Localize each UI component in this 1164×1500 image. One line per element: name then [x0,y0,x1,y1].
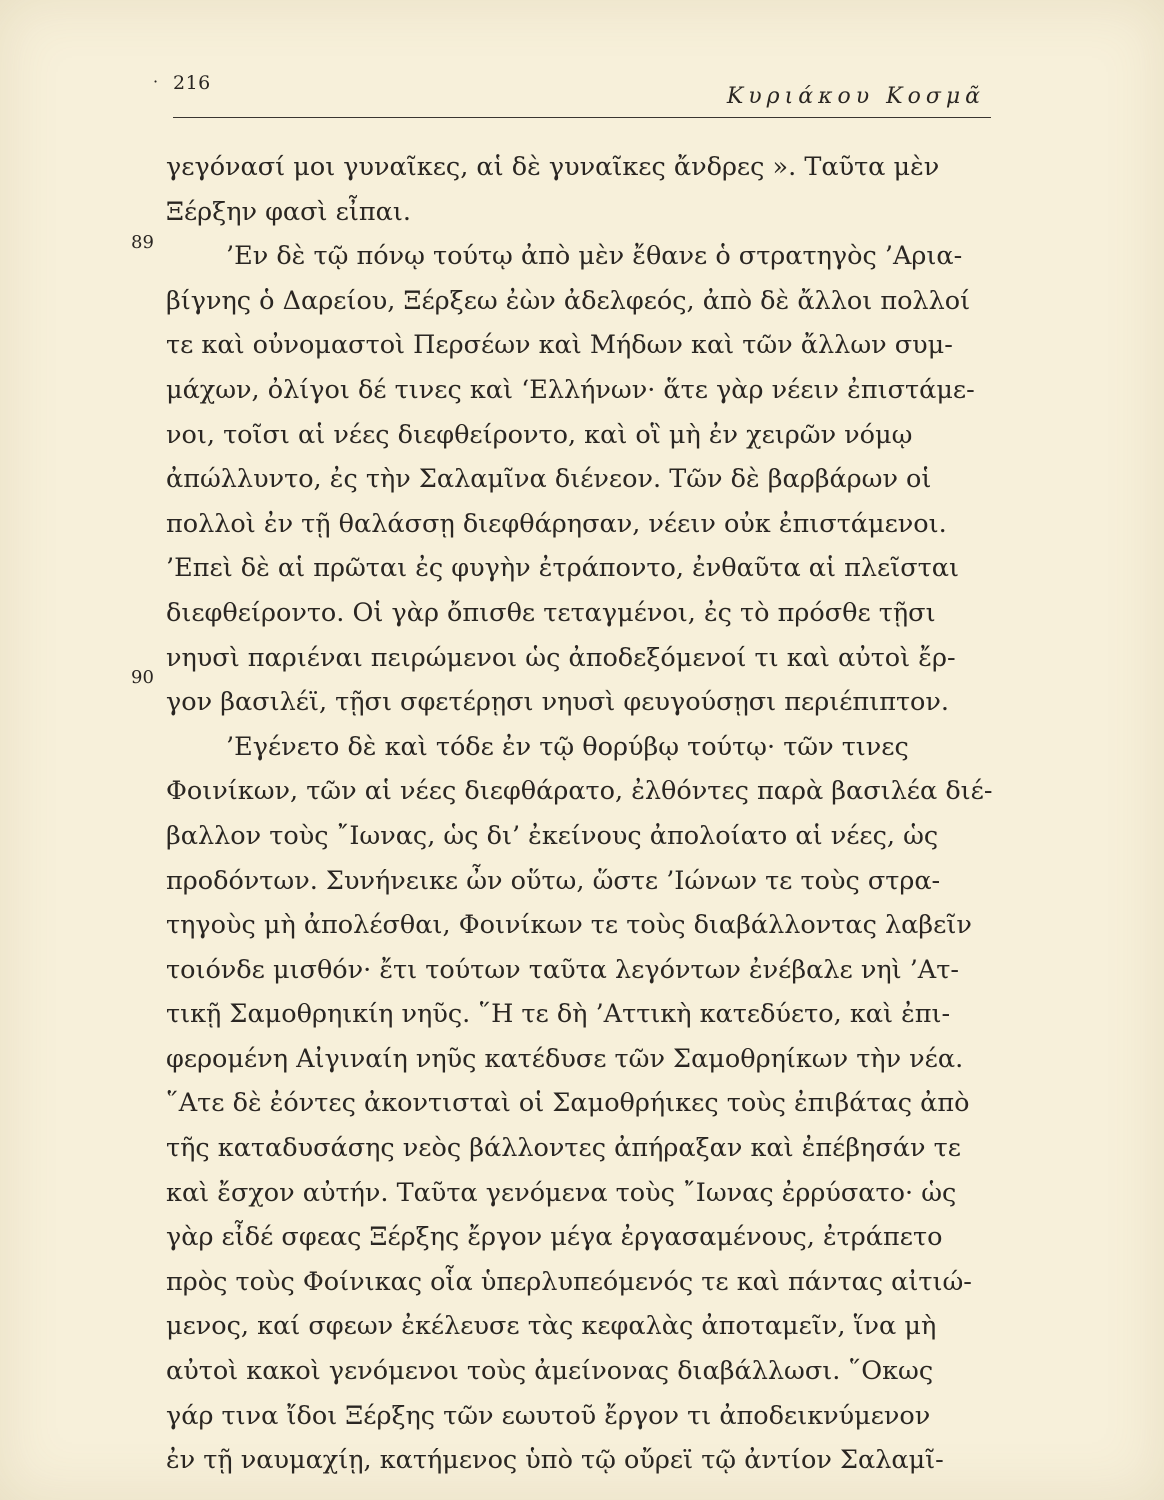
text-line: Ξέρξην φασὶ εἶπαι. [166,196,411,227]
text-line: φερομένη Αἰγιναίη νηῦς κατέδυσε τῶν Σαμοθρηίκων τὴν νέα. [166,1043,964,1074]
header-rule [173,117,991,118]
page-mark: · [153,72,159,91]
text-line: ῞Ατε δὲ ἐόντες ἀκοντισταὶ οἱ Σαμοθρήικες τοὺς ἐπιβάτας ἀπὸ [166,1088,970,1119]
text-line: διεφθείροντο. Οἱ γὰρ ὄπισθε τεταγμένοι, ἐς τὸ πρόσθε τῇσι [166,597,936,628]
text-line: καὶ ἔσχον αὐτήν. Ταῦτα γενόμενα τοὺς ῎Ιωνας ἐρρύσατο· ὡς [166,1177,957,1208]
text-line: γον βασιλέϊ, τῇσι σφετέρῃσι νηυσὶ φευγούσῃσι περιέπιπτον. [166,687,950,718]
text-line: νηυσὶ παριέναι πειρώμενοι ὡς ἀποδεξόμενοί τι καὶ αὐτοὶ ἔρ- [166,642,956,673]
text-line: τικῇ Σαμοθρηικίη νηῦς. ῞Η τε δὴ ’Αττικὴ κατεδύετο, καὶ ἐπι- [166,999,951,1030]
text-line: ’Εν δὲ τῷ πόνῳ τούτῳ ἀπὸ μὲν ἔθανε ὁ στρατηγὸς ’Αρια- [226,241,963,272]
text-line: ἀπώλλυντο, ἐς τὴν Σαλαμῖνα διένεον. Τῶν δὲ βαρβάρων οἱ [166,464,932,495]
text-line: γὰρ εἶδέ σφεας Ξέρξης ἔργον μέγα ἐργασαμένους, ἐτράπετο [166,1222,943,1253]
text-line: ἐν τῇ ναυμαχίῃ, κατήμενος ὑπὸ τῷ οὔρεϊ τῷ ἀντίον Σαλαμῖ- [166,1445,944,1476]
text-line: τοιόνδε μισθόν· ἔτι τούτων ταῦτα λεγόντων ἐνέβαλε νηὶ ’Ατ- [166,954,959,985]
text-line: ’Επεὶ δὲ αἱ πρῶται ἐς φυγὴν ἐτράποντο, ἐνθαῦτα αἱ πλεῖσται [166,553,959,584]
section-number-90: 90 [131,667,154,688]
text-line: μενος, καί σφεων ἐκέλευσε τὰς κεφαλὰς ἀποταμεῖν, ἵνα μὴ [166,1311,937,1342]
text-line: βαλλον τοὺς ῎Ιωνας, ὡς δι’ ἐκείνους ἀπολοίατο αἱ νέες, ὡς [166,820,939,851]
text-line: Φοινίκων, τῶν αἱ νέες διεφθάρατο, ἐλθόντες παρὰ βασιλέα διέ- [166,776,993,807]
text-line: νοι, τοῖσι αἱ νέες διεφθείροντο, καὶ οἳ μὴ ἐν χειρῶν νόμῳ [166,419,913,450]
text-line: μάχων, ὀλίγοι δέ τινες καὶ ‘Ελλήνων· ἅτε γὰρ νέειν ἐπιστάμε- [166,374,975,405]
text-line: τῆς καταδυσάσης νεὸς βάλλοντες ἀπήραξαν καὶ ἐπέβησάν τε [166,1133,961,1164]
page-header [153,70,991,120]
page-number: 216 [173,72,211,94]
text-line: πρὸς τοὺς Φοίνικας οἷα ὑπερλυπεόμενός τε καὶ πάντας αἰτιώ- [166,1266,972,1297]
text-line: τηγοὺς μὴ ἀπολέσθαι, Φοινίκων τε τοὺς διαβάλλοντας λαβεῖν [166,910,972,941]
section-number-89: 89 [131,232,154,253]
text-line: γάρ τινα ἴδοι Ξέρξης τῶν εωυτοῦ ἔργον τι ἀποδεικνύμενον [166,1400,931,1431]
text-body [166,145,996,1483]
text-line: γεγόνασί μοι γυναῖκες, αἱ δὲ γυναῖκες ἄνδρες ». Ταῦτα μὲν [166,152,940,182]
text-line: βίγνης ὁ Δαρείου, Ξέρξεω ἐὼν ἀδελφεός, ἀπὸ δὲ ἄλλοι πολλοί [166,285,971,316]
text-line: προδόντων. Συνήνεικε ὦν οὕτω, ὥστε ’Ιώνων τε τοὺς στρα- [166,865,941,896]
text-line: τε καὶ οὐνομαστοὶ Περσέων καὶ Μήδων καὶ τῶν ἄλλων συμ- [166,330,953,361]
text-line: πολλοὶ ἐν τῇ θαλάσσῃ διεφθάρησαν, νέειν οὐκ ἐπιστάμενοι. [166,508,947,539]
text-line: ’Εγένετο δὲ καὶ τόδε ἐν τῷ θορύβῳ τούτῳ· τῶν τινες [226,731,909,762]
running-title: Κυριάκου Κοσμᾶ [726,84,985,109]
text-line: αὐτοὶ κακοὶ γενόμενοι τοὺς ἀμείνονας διαβάλλωσι. ῞Οκως [166,1356,934,1387]
